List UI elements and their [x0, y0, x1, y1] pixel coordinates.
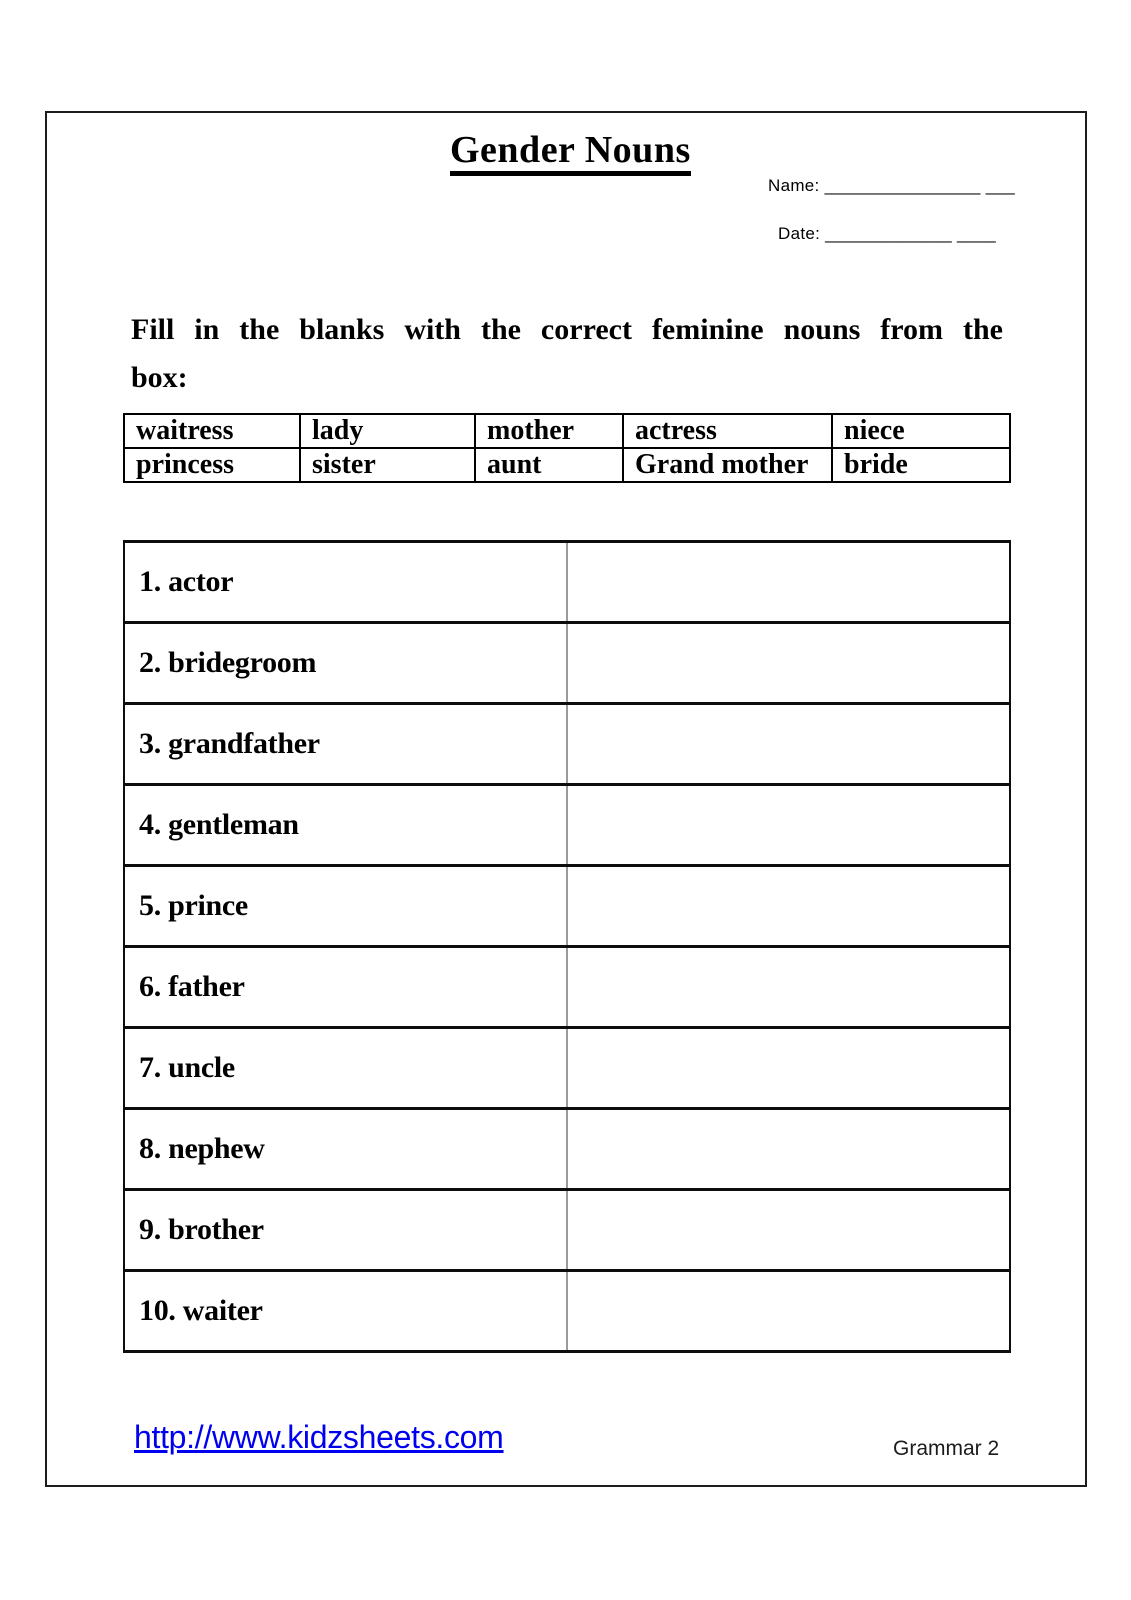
exercise-row	[124, 1028, 1010, 1109]
name-field	[768, 177, 1015, 194]
word-bank-cell: lady	[300, 414, 475, 448]
word-bank-cell: aunt	[475, 448, 623, 482]
date-label: Date:	[778, 224, 821, 243]
page-number-label: Grammar 2	[893, 1437, 1000, 1460]
word-bank-cell: niece	[832, 414, 1010, 448]
answer-cell	[567, 623, 1010, 704]
exercise-item-label: 1. actor	[124, 542, 567, 623]
word-bank-cell: Grand mother	[623, 448, 832, 482]
exercise-item-label: 10. waiter	[124, 1271, 567, 1352]
answer-cell	[567, 866, 1010, 947]
answer-cell	[567, 1190, 1010, 1271]
exercise-item-label: 6. father	[124, 947, 567, 1028]
exercise-row	[124, 704, 1010, 785]
word-bank-cell: actress	[623, 414, 832, 448]
answer-cell	[567, 542, 1010, 623]
exercise-row	[124, 1190, 1010, 1271]
answer-cell	[567, 1109, 1010, 1190]
exercise-row	[124, 785, 1010, 866]
instruction-line-1: Fill in the blanks with the correct feminine nouns from the	[131, 313, 1003, 346]
word-bank-cell: princess	[124, 448, 300, 482]
word-bank-cell: bride	[832, 448, 1010, 482]
date-blank-line: _____________ ____	[825, 224, 997, 243]
kidzsheets-link[interactable]: http://www.kidzsheets.com	[134, 1419, 504, 1455]
instruction-text	[131, 306, 1003, 402]
exercise-item-label: 3. grandfather	[124, 704, 567, 785]
exercise-item-label: 2. bridegroom	[124, 623, 567, 704]
exercise-row	[124, 1109, 1010, 1190]
word-bank-table	[123, 413, 1011, 483]
word-bank-row	[124, 448, 1010, 482]
answer-cell	[567, 704, 1010, 785]
exercise-item-label: 8. nephew	[124, 1109, 567, 1190]
exercise-item-label: 5. prince	[124, 866, 567, 947]
exercise-item-label: 9. brother	[124, 1190, 567, 1271]
answer-cell	[567, 947, 1010, 1028]
answer-cell	[567, 1271, 1010, 1352]
name-blank-line: ________________ ___	[824, 176, 1015, 195]
exercise-row	[124, 866, 1010, 947]
instruction-line-2: box:	[131, 361, 188, 394]
name-label: Name:	[768, 176, 820, 195]
word-bank-cell: waitress	[124, 414, 300, 448]
exercise-row	[124, 542, 1010, 623]
exercise-row	[124, 623, 1010, 704]
page-title: Gender Nouns	[450, 131, 691, 176]
exercise-item-label: 4. gentleman	[124, 785, 567, 866]
exercise-row	[124, 947, 1010, 1028]
word-bank-cell: mother	[475, 414, 623, 448]
answer-cell	[567, 785, 1010, 866]
exercise-item-label: 7. uncle	[124, 1028, 567, 1109]
word-bank-row	[124, 414, 1010, 448]
exercise-row	[124, 1271, 1010, 1352]
date-field	[778, 225, 996, 242]
exercise-table	[123, 540, 1011, 1353]
answer-cell	[567, 1028, 1010, 1109]
word-bank-cell: sister	[300, 448, 475, 482]
